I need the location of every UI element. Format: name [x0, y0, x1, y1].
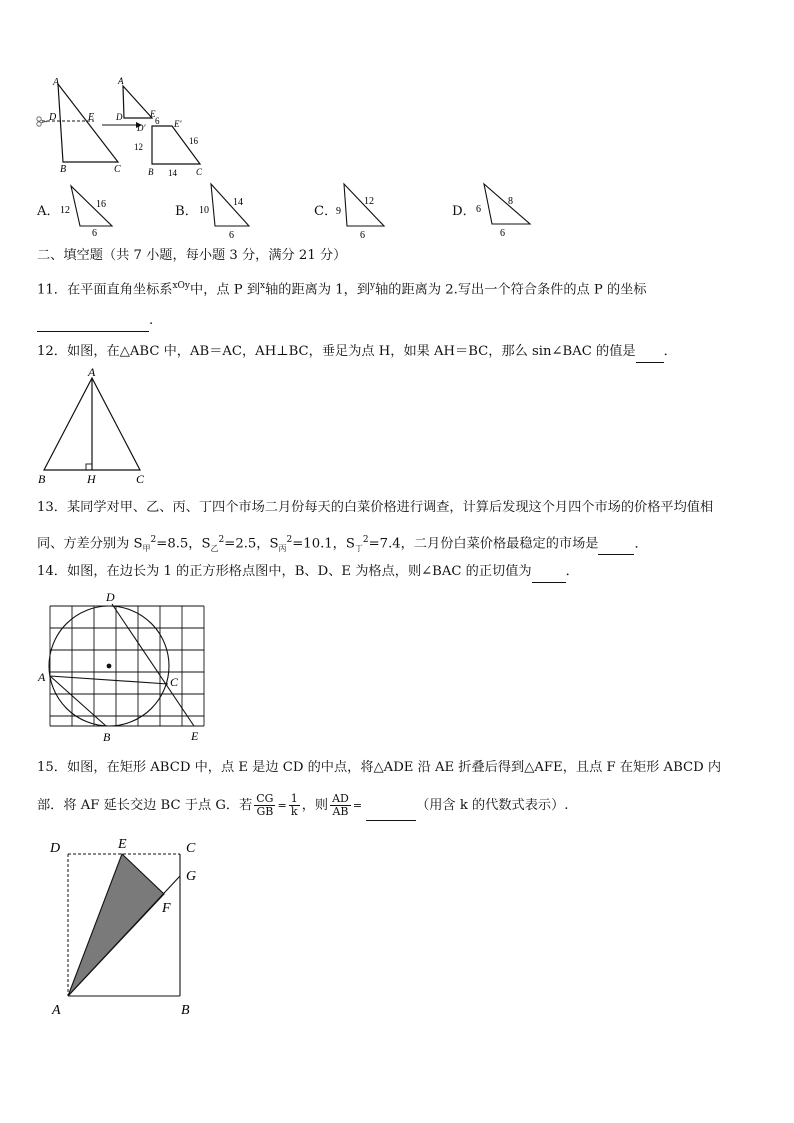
q13-sq2: 2: [218, 535, 225, 545]
side-6: 6: [155, 116, 160, 126]
fraction-ad-ab: [330, 793, 351, 818]
q13-sq3: 2: [286, 535, 293, 545]
frac-den-gb: GB: [256, 805, 274, 818]
label-E-small: E: [150, 109, 156, 119]
q13-s4: 丁: [354, 544, 363, 554]
side-12: 12: [134, 142, 143, 152]
q15-eq1: =: [277, 799, 287, 812]
label-B: B: [60, 164, 67, 175]
label-G: G: [186, 869, 197, 884]
label-C: C: [114, 164, 121, 175]
q13-end: ．: [634, 536, 648, 552]
q13-v4: =7.4，二月份白菜价格最稳定的市场是: [368, 536, 599, 552]
q12-text: 12．如图，在△ABC 中，AB＝AC，AH⊥BC，垂足为点 H，如果 AH＝BC，那么 sin∠BAC 的值是: [37, 344, 636, 359]
q11-part-b: 中，点 P 到: [190, 282, 261, 298]
q13-s3: 丙: [278, 544, 287, 554]
frac-num-cg: CG: [256, 792, 274, 805]
option-a-right: 16: [96, 199, 106, 210]
right-angle-mark: [86, 464, 92, 470]
label-B-small: B: [148, 167, 154, 177]
label-A: A: [53, 77, 60, 88]
label-D-small: D: [116, 112, 123, 122]
option-b-left: 10: [199, 205, 209, 216]
question-15-line2: [37, 792, 569, 821]
q15-part-c: （用含 k 的代数式表示）.: [416, 798, 569, 813]
option-c-left: 9: [336, 206, 341, 217]
q15-part-b: ，则: [301, 798, 329, 813]
label-F: F: [162, 901, 171, 916]
q14-answer-blank[interactable]: [532, 562, 566, 583]
option-d-left: 6: [476, 204, 481, 215]
option-b-figure: [195, 180, 257, 240]
option-d-figure: [470, 180, 540, 240]
question-12: [37, 342, 677, 363]
q15-eq2: =: [352, 799, 363, 812]
label-D: D: [50, 841, 61, 856]
q10-scissors-figure: [30, 72, 220, 180]
label-E-prime: E': [174, 119, 182, 129]
label-E: E: [88, 112, 95, 123]
fraction-cg-gb: [254, 793, 275, 818]
option-c-right: 12: [364, 196, 374, 207]
frac-num-1: 1: [290, 792, 298, 805]
option-c-letter: C．: [314, 204, 338, 219]
q11-end: .: [149, 313, 154, 328]
label-E: E: [191, 729, 199, 743]
q13-v2: =2.5，S: [224, 536, 279, 552]
frac-den-ab: AB: [332, 805, 349, 818]
frac-den-k: k: [290, 805, 298, 818]
option-c-bottom: 6: [360, 230, 365, 240]
question-14: [37, 562, 579, 583]
grid: [50, 606, 204, 726]
q14-end: ．: [565, 564, 579, 579]
label-C-small: C: [196, 167, 203, 177]
option-b-right: 14: [233, 197, 243, 208]
q15-answer-blank[interactable]: [366, 792, 416, 821]
question-13-line1: 13．某同学对甲、乙、丙、丁四个市场二月份每天的白菜价格进行调查，计算后发现这个月四个市场的价格平均值相: [37, 500, 714, 515]
label-A: A: [88, 366, 96, 379]
q13-v3: =10.1，S: [292, 536, 355, 552]
q13-s2: 乙: [210, 544, 219, 554]
label-D: D: [49, 112, 57, 123]
option-a-bottom: 6: [92, 228, 97, 238]
label-D: D: [106, 590, 115, 604]
q13-p1: 同、方差分别为 S: [37, 536, 143, 552]
q13-sq1: 2: [150, 535, 157, 545]
label-A-small: A: [118, 76, 124, 86]
q12-answer-blank[interactable]: [636, 342, 664, 363]
option-a-figure: [58, 182, 118, 238]
q11-answer-line[interactable]: [37, 311, 153, 332]
frac-num-ad: AD: [332, 792, 349, 805]
question-13-line2: [37, 530, 648, 559]
option-b-letter: B．: [175, 204, 198, 219]
section-heading: 二、填空题（共 7 小题，每小题 3 分，满分 21 分）: [37, 248, 347, 263]
folded-triangle-afe: [68, 854, 164, 996]
option-d-right: 8: [508, 196, 513, 207]
question-15-line1: 15．如图，在矩形 ABCD 中，点 E 是边 CD 的中点，将△ADE 沿 AE 折叠后得到△AFE，且点 F 在矩形 ABCD 内: [37, 760, 722, 775]
fraction-1-k: [289, 793, 300, 818]
q11-part-c: 轴的距离为 1，到: [265, 282, 371, 298]
option-b-bottom: 6: [229, 230, 234, 240]
label-B: B: [103, 730, 111, 744]
line-ac: [50, 676, 168, 684]
side-16: 16: [189, 136, 198, 146]
label-A: A: [38, 670, 46, 684]
q13-answer-blank[interactable]: [598, 534, 634, 555]
q13-v1: =8.5，S: [156, 536, 211, 552]
q15-rectangle-figure: [44, 832, 214, 1022]
option-a-letter: A．: [37, 204, 60, 219]
label-C: C: [136, 472, 145, 486]
label-C: C: [170, 675, 179, 689]
label-H: H: [87, 472, 96, 486]
label-C: C: [186, 841, 196, 856]
label-E: E: [118, 837, 127, 852]
label-B: B: [38, 472, 46, 486]
q14-grid-figure: [34, 586, 214, 744]
option-d-letter: D．: [452, 204, 476, 219]
label-B: B: [181, 1003, 190, 1018]
center-dot: [107, 664, 112, 669]
scissors-icon: [37, 117, 47, 126]
q13-s1: 甲: [142, 544, 151, 554]
q15-part-a: 部．将 AF 延长交边 BC 于点 G．若: [37, 798, 253, 813]
small-triangle: [123, 86, 152, 118]
q11-part-d: 轴的距离为 2.写出一个符合条件的点 P 的坐标: [375, 282, 647, 298]
label-A: A: [52, 1003, 61, 1018]
option-a-left: 12: [60, 205, 70, 216]
big-triangle: [58, 84, 118, 162]
q13-sq4: 2: [362, 535, 369, 545]
q11-y: y: [370, 281, 376, 291]
option-d-bottom: 6: [500, 228, 505, 239]
label-D-prime: D': [137, 123, 146, 133]
line-ab: [50, 676, 106, 726]
side-14: 14: [168, 168, 177, 178]
question-11: [37, 276, 647, 300]
q12-end: ．: [663, 344, 677, 359]
q11-part-a: 11．在平面直角坐标系: [37, 282, 173, 298]
option-c-figure: [332, 180, 392, 240]
q11-xoy: xOy: [172, 281, 191, 291]
q11-x: x: [260, 281, 266, 291]
q12-figure: [34, 366, 154, 490]
q14-text: 14．如图，在边长为 1 的正方形格点图中，B、D、E 为格点，则∠BAC 的正切值为: [37, 564, 532, 579]
